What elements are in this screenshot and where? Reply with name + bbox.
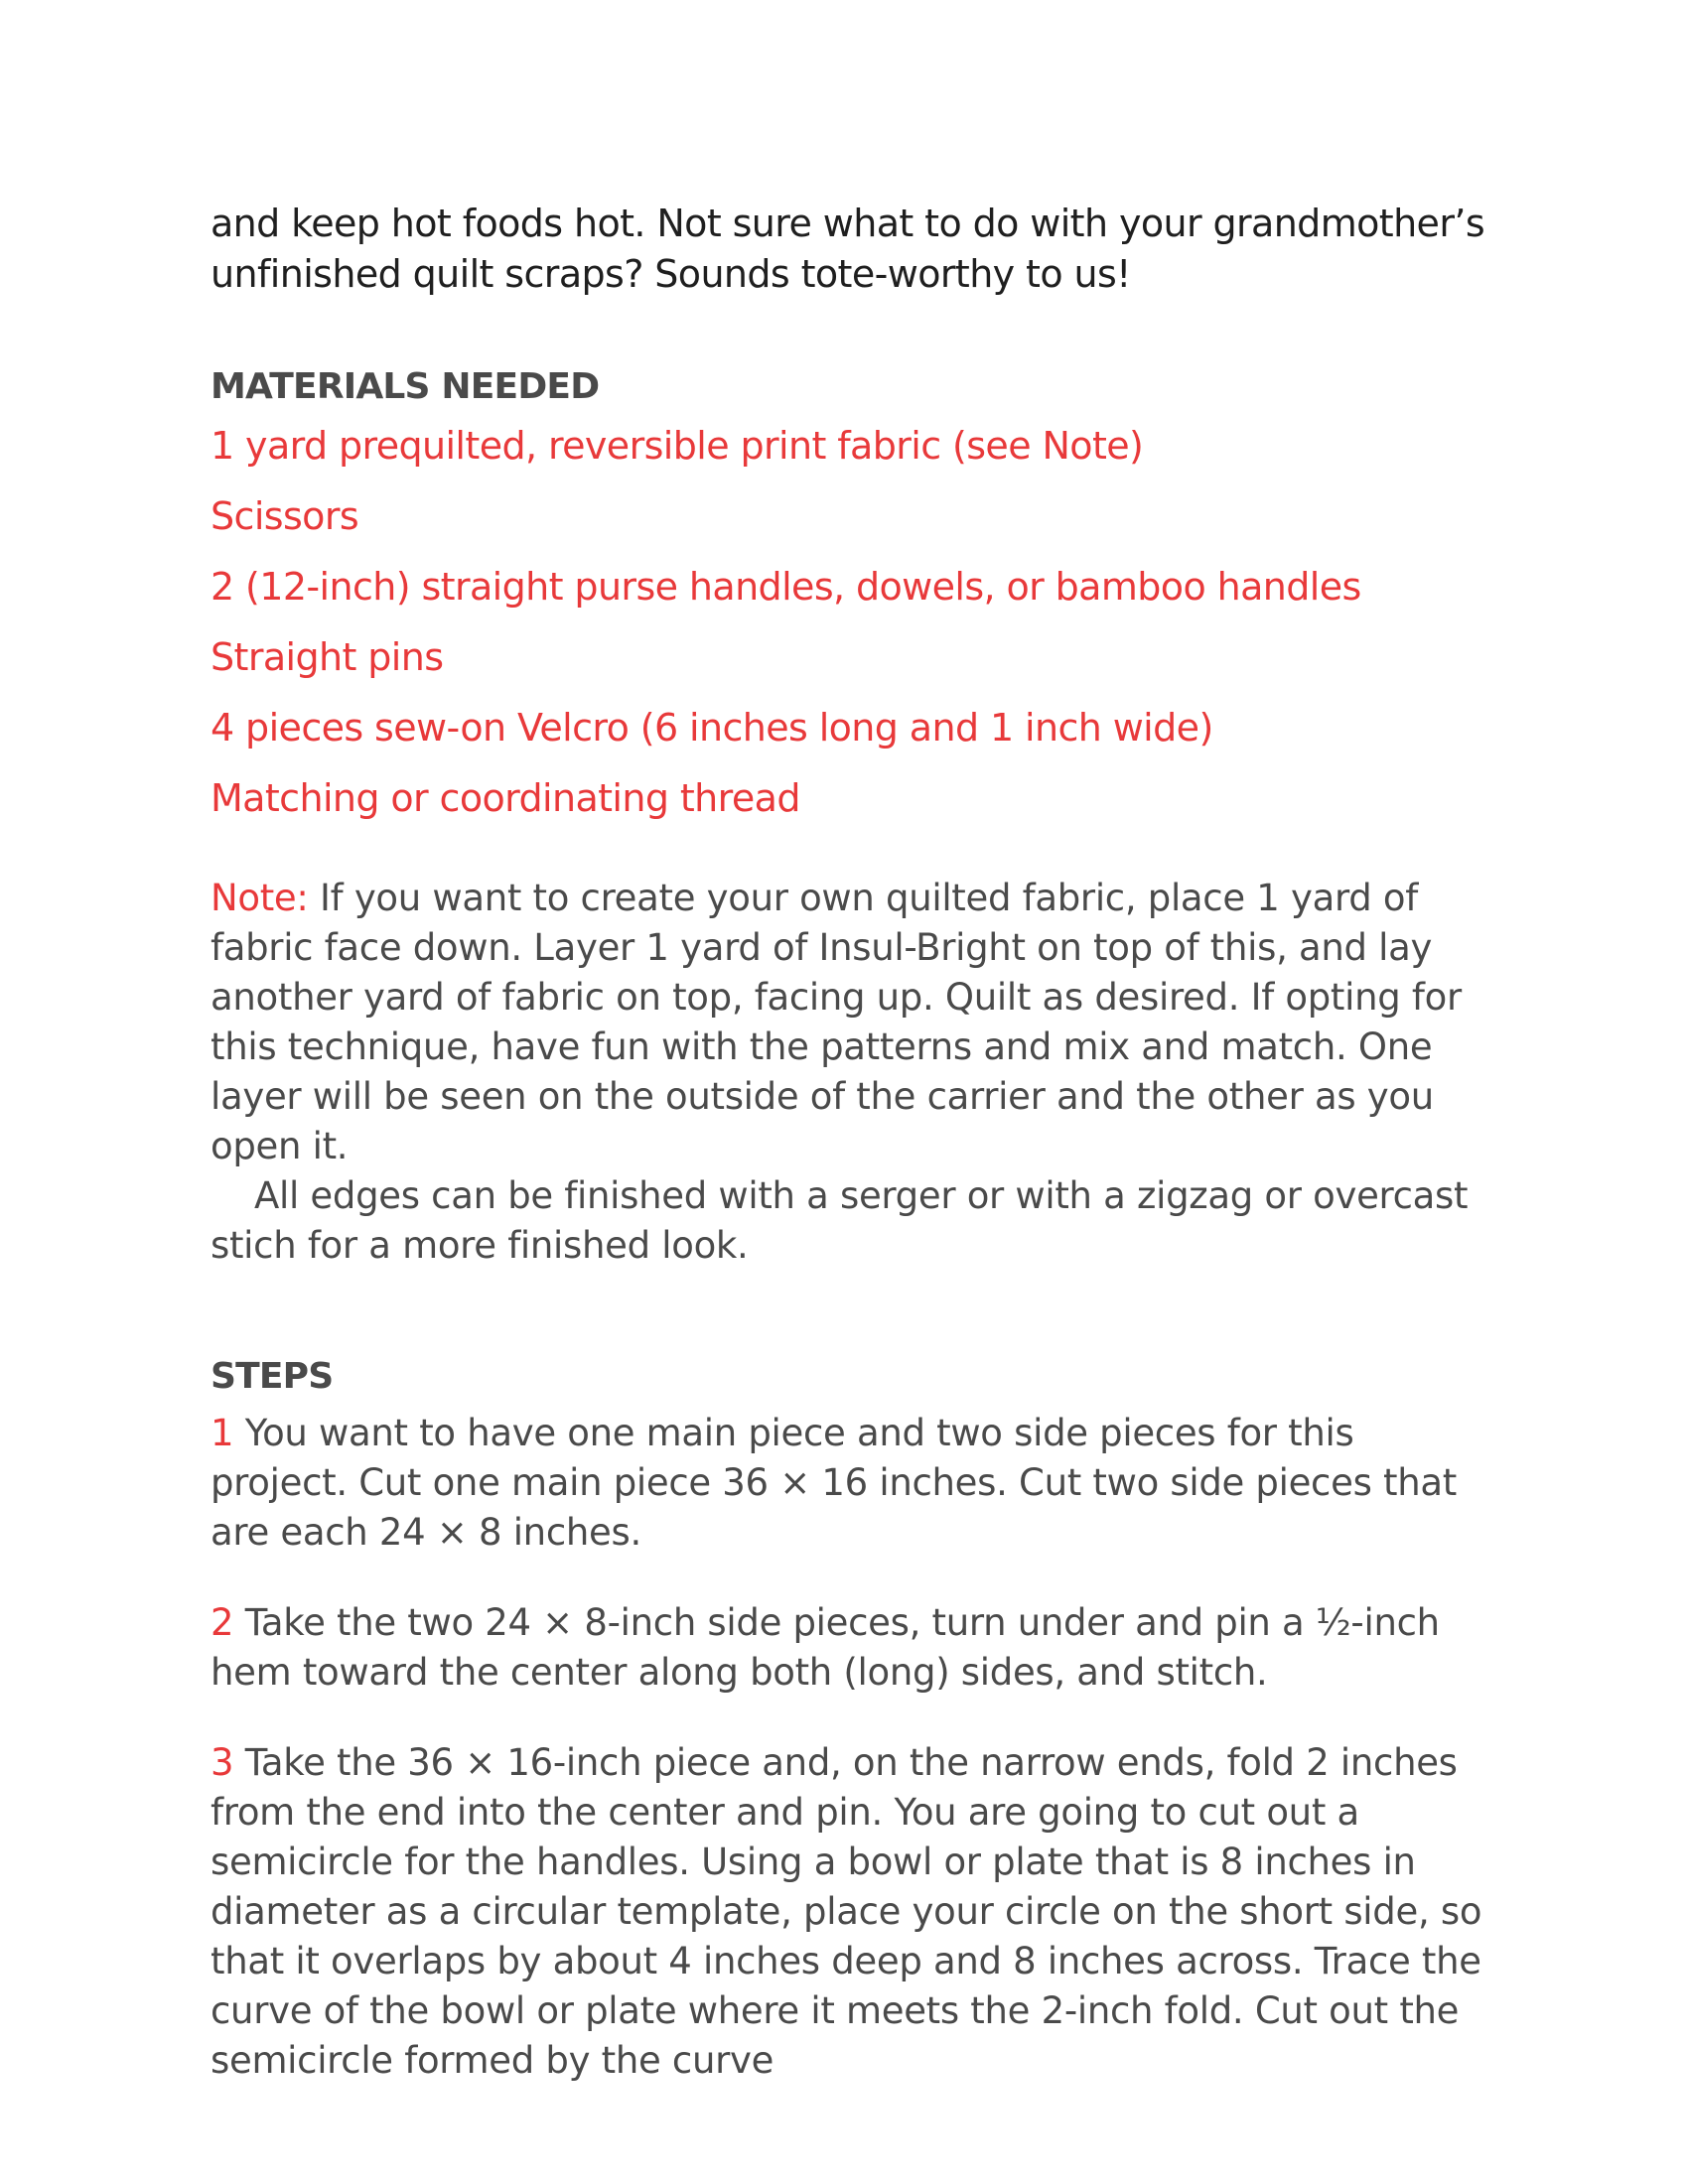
materials-heading: MATERIALS NEEDED [211,366,600,407]
material-item: Straight pins [211,635,444,679]
material-item: Scissors [211,494,359,538]
material-item: 4 pieces sew-on Velcro (6 inches long and 1 inch wide) [211,706,1213,750]
step-item [211,1738,1501,2086]
step-number: 1 [211,1412,234,1454]
step-text: You want to have one main piece and two side pieces for this project. Cut one main piece 36 × 16 inches. Cut two side pieces that are each 24 × 8 inches. [211,1412,1457,1554]
step-item [211,1598,1501,1698]
materials-list [211,411,1501,834]
document-page [211,199,1501,2126]
material-item: 2 (12-inch) straight purse handles, dowels, or bamboo handles [211,565,1361,609]
note-label: Note: [211,877,309,919]
note-text: If you want to create your own quilted fabric, place 1 yard of fabric face down. Layer 1 yard of Insul-Bright on top of this, and lay another yard of fabric on top, facing up. Quilt as desired. If opting for this technique, have fun with the patterns and mix and match. One layer will be seen on the outside of the carrier and the other as you open it. [211,877,1462,1167]
note-section [211,874,1501,1271]
step-number: 2 [211,1601,234,1644]
note-paragraph [211,874,1501,1171]
intro-paragraph: and keep hot foods hot. Not sure what to do with your grandmother’s unfinished quilt scraps? Sounds tote-worthy to us! [211,202,1485,296]
note-second-paragraph: All edges can be finished with a serger or with a zigzag or overcast stich for a more finished look. [211,1174,1469,1267]
material-item: Matching or coordinating thread [211,776,800,820]
step-number: 3 [211,1741,234,1784]
steps-list [211,1409,1501,2086]
material-item: 1 yard prequilted, reversible print fabric (see Note) [211,424,1144,468]
steps-heading: STEPS [211,1356,334,1397]
step-text: Take the 36 × 16-inch piece and, on the narrow ends, fold 2 inches from the end into the center and pin. You are going to cut out a semicircle for the handles. Using a bowl or plate that is 8 inches in diameter as a circular template, place your circle on the short side, so that it overlaps by about 4 inches deep and 8 inches across. Trace the curve of the bowl or plate where it meets the 2-inch fold. Cut out the semicircle formed by the curve [211,1741,1482,2082]
step-item [211,1409,1501,1558]
step-text: Take the two 24 × 8-inch side pieces, turn under and pin a ½-inch hem toward the center along both (long) sides, and stitch. [211,1601,1440,1694]
